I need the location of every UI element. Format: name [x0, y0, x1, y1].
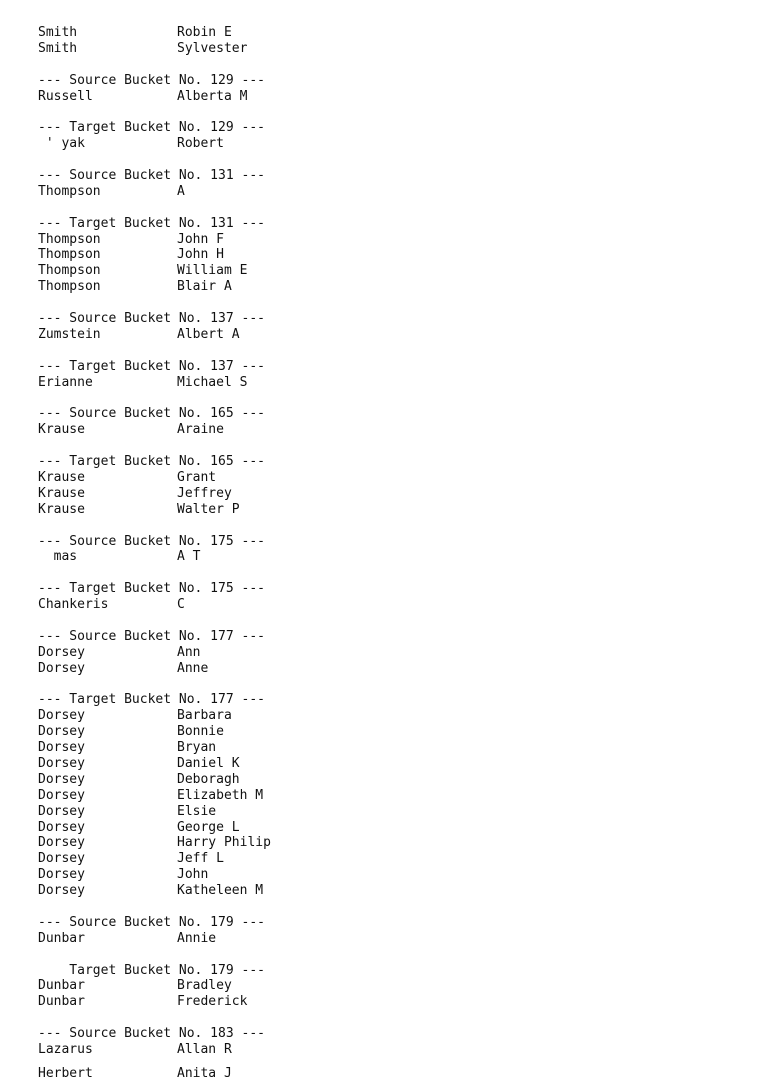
block-spacer: [38, 518, 738, 534]
block-spacer: [38, 104, 738, 120]
surname: Thompson: [38, 183, 101, 199]
surname: Krause: [38, 501, 85, 517]
given-name: Anne: [177, 660, 209, 676]
given-name: Deboragh: [177, 771, 240, 787]
surname: Dorsey: [38, 708, 85, 724]
surname: Thompson: [38, 247, 101, 263]
name-row: [38, 232, 738, 248]
bucket-header-line: [38, 120, 738, 136]
given-name: A T: [177, 549, 201, 565]
bucket-block: [38, 677, 738, 899]
bucket-block: [38, 57, 738, 105]
given-name: Albert A: [177, 326, 240, 342]
surname: Thompson: [38, 231, 101, 247]
given-name: C: [177, 597, 185, 613]
given-name: Araine: [177, 422, 224, 438]
given-name: Bradley: [177, 978, 232, 994]
surname: Dorsey: [38, 755, 85, 771]
surname: Dorsey: [38, 867, 85, 883]
surname: Dorsey: [38, 740, 85, 756]
bucket-block: [38, 200, 738, 295]
report-page: [38, 25, 738, 1081]
surname: Dorsey: [38, 851, 85, 867]
bucket-block: [38, 518, 738, 566]
surname: Dorsey: [38, 771, 85, 787]
given-name: Jeff L: [177, 851, 224, 867]
name-row: [38, 327, 738, 343]
surname: Krause: [38, 485, 85, 501]
block-spacer: [38, 57, 738, 73]
given-name: John: [177, 867, 209, 883]
given-name: Harry Philip: [177, 835, 271, 851]
surname: Dorsey: [38, 883, 85, 899]
bucket-header: --- Source Bucket No. 177 ---: [38, 628, 265, 644]
surname: Dorsey: [38, 644, 85, 660]
bucket-block: [38, 390, 738, 438]
block-spacer: [38, 947, 738, 963]
name-row: [38, 136, 738, 152]
name-row: [38, 25, 738, 41]
block-spacer: [38, 899, 738, 915]
given-name: Robin E: [177, 25, 232, 40]
bucket-header-line: [38, 1026, 738, 1042]
bucket-header: --- Source Bucket No. 175 ---: [38, 533, 265, 549]
bucket-header: --- Target Bucket No. 165 ---: [38, 454, 265, 470]
bucket-block: [38, 613, 738, 677]
given-name: Michael S: [177, 374, 248, 390]
surname: Dorsey: [38, 835, 85, 851]
bucket-header: --- Target Bucket No. 177 ---: [38, 692, 265, 708]
name-row: [38, 41, 738, 57]
block-spacer: [38, 343, 738, 359]
block-spacer: [38, 200, 738, 216]
name-row: [38, 597, 738, 613]
given-name: Blair A: [177, 279, 232, 295]
name-row: [38, 867, 738, 883]
bucket-header: --- Source Bucket No. 129 ---: [38, 72, 265, 88]
given-name: Sylvester: [177, 40, 248, 56]
given-name: Anita J: [177, 1065, 232, 1081]
name-row: [38, 835, 738, 851]
name-row: [38, 851, 738, 867]
bucket-header: --- Target Bucket No. 131 ---: [38, 215, 265, 231]
bucket-header-line: [38, 692, 738, 708]
surname: Dunbar: [38, 930, 85, 946]
name-row: [38, 772, 738, 788]
name-row: [38, 375, 738, 391]
name-row: [38, 279, 738, 295]
bucket-block: [38, 343, 738, 391]
name-row: [38, 486, 738, 502]
bucket-header-line: [38, 534, 738, 550]
surname: Smith: [38, 25, 78, 40]
surname: Chankeris: [38, 597, 109, 613]
bucket-block: [38, 947, 738, 1011]
bucket-header: --- Source Bucket No. 183 ---: [38, 1026, 265, 1042]
surname: Lazarus: [38, 1042, 93, 1057]
name-row: [38, 89, 738, 105]
name-row: [38, 708, 738, 724]
given-name: George L: [177, 819, 240, 835]
bucket-header-line: [38, 629, 738, 645]
bucket-header-line: [38, 216, 738, 232]
name-row: [38, 820, 738, 836]
bucket-block: [38, 295, 738, 343]
bucket-header-line: [38, 454, 738, 470]
name-row: [38, 263, 738, 279]
bucket-block: [38, 565, 738, 613]
given-name: Jeffrey: [177, 485, 232, 501]
bucket-block: [38, 152, 738, 200]
name-row: [38, 740, 738, 756]
bucket-block: [38, 25, 738, 57]
given-name: John H: [177, 247, 224, 263]
given-name: Daniel K: [177, 755, 240, 771]
surname: Dorsey: [38, 724, 85, 740]
name-row: [38, 994, 738, 1010]
bucket-header: --- Target Bucket No. 129 ---: [38, 120, 265, 136]
name-row: [38, 247, 738, 263]
bucket-header-line: [38, 311, 738, 327]
block-spacer: [38, 565, 738, 581]
bucket-header: --- Source Bucket No. 137 ---: [38, 311, 265, 327]
name-row: [38, 549, 738, 565]
bucket-block: [38, 104, 738, 152]
given-name: Ann: [177, 644, 201, 660]
block-spacer: [38, 613, 738, 629]
name-row: [38, 645, 738, 661]
bucket-header: --- Source Bucket No. 165 ---: [38, 406, 265, 422]
given-name: Walter P: [177, 501, 240, 517]
given-name: Annie: [177, 930, 217, 946]
given-name: Allan R: [177, 1042, 232, 1057]
bucket-header-line: [38, 168, 738, 184]
bucket-header: --- Source Bucket No. 131 ---: [38, 168, 265, 184]
name-row: [38, 470, 738, 486]
given-name: Frederick: [177, 994, 248, 1010]
bucket-header-line: [38, 359, 738, 375]
given-name: Grant: [177, 469, 217, 485]
name-row: [38, 788, 738, 804]
bucket-block: [38, 899, 738, 947]
bucket-header: --- Target Bucket No. 137 ---: [38, 358, 265, 374]
block-spacer: [38, 390, 738, 406]
given-name: Bonnie: [177, 724, 224, 740]
name-row: [38, 661, 738, 677]
surname: Thompson: [38, 279, 101, 295]
surname: mas: [38, 549, 78, 565]
name-row: [38, 931, 738, 947]
bucket-block: [38, 1010, 738, 1058]
name-row: [38, 804, 738, 820]
cutoff-row: [38, 1065, 738, 1081]
block-spacer: [38, 677, 738, 693]
bucket-header-line: [38, 963, 738, 979]
surname: Krause: [38, 422, 85, 438]
surname: Smith: [38, 40, 78, 56]
surname: Dorsey: [38, 803, 85, 819]
surname: Dorsey: [38, 787, 85, 803]
surname: Thompson: [38, 263, 101, 279]
name-row: [38, 422, 738, 438]
block-spacer: [38, 438, 738, 454]
bucket-header-line: [38, 73, 738, 89]
name-row: [38, 502, 738, 518]
bucket-header: --- Target Bucket No. 175 ---: [38, 581, 265, 597]
surname: Herbert: [38, 1065, 93, 1081]
bucket-block: [38, 438, 738, 517]
given-name: Bryan: [177, 740, 217, 756]
surname: Dorsey: [38, 819, 85, 835]
name-row: [38, 724, 738, 740]
bucket-header: --- Source Bucket No. 179 ---: [38, 914, 265, 930]
block-spacer: [38, 1010, 738, 1026]
name-row: [38, 978, 738, 994]
surname: Krause: [38, 469, 85, 485]
bucket-header: Target Bucket No. 179 ---: [38, 962, 265, 978]
bucket-header-line: [38, 406, 738, 422]
bucket-header-line: [38, 915, 738, 931]
block-spacer: [38, 295, 738, 311]
surname: Dorsey: [38, 660, 85, 676]
name-row: [38, 883, 738, 899]
surname: Erianne: [38, 374, 93, 390]
bucket-header-line: [38, 581, 738, 597]
given-name: Katheleen M: [177, 883, 264, 899]
surname: Dunbar: [38, 994, 85, 1010]
given-name: Robert: [177, 136, 224, 152]
block-spacer: [38, 152, 738, 168]
name-row: [38, 1042, 738, 1058]
given-name: William E: [177, 263, 248, 279]
given-name: Barbara: [177, 708, 232, 724]
name-row: [38, 756, 738, 772]
surname: ' yak: [38, 136, 85, 152]
name-row: [38, 184, 738, 200]
surname: Dunbar: [38, 978, 85, 994]
given-name: John F: [177, 231, 224, 247]
given-name: Alberta M: [177, 88, 248, 104]
given-name: A: [177, 183, 185, 199]
given-name: Elsie: [177, 803, 217, 819]
given-name: Elizabeth M: [177, 787, 264, 803]
surname: Zumstein: [38, 326, 101, 342]
surname: Russell: [38, 88, 93, 104]
